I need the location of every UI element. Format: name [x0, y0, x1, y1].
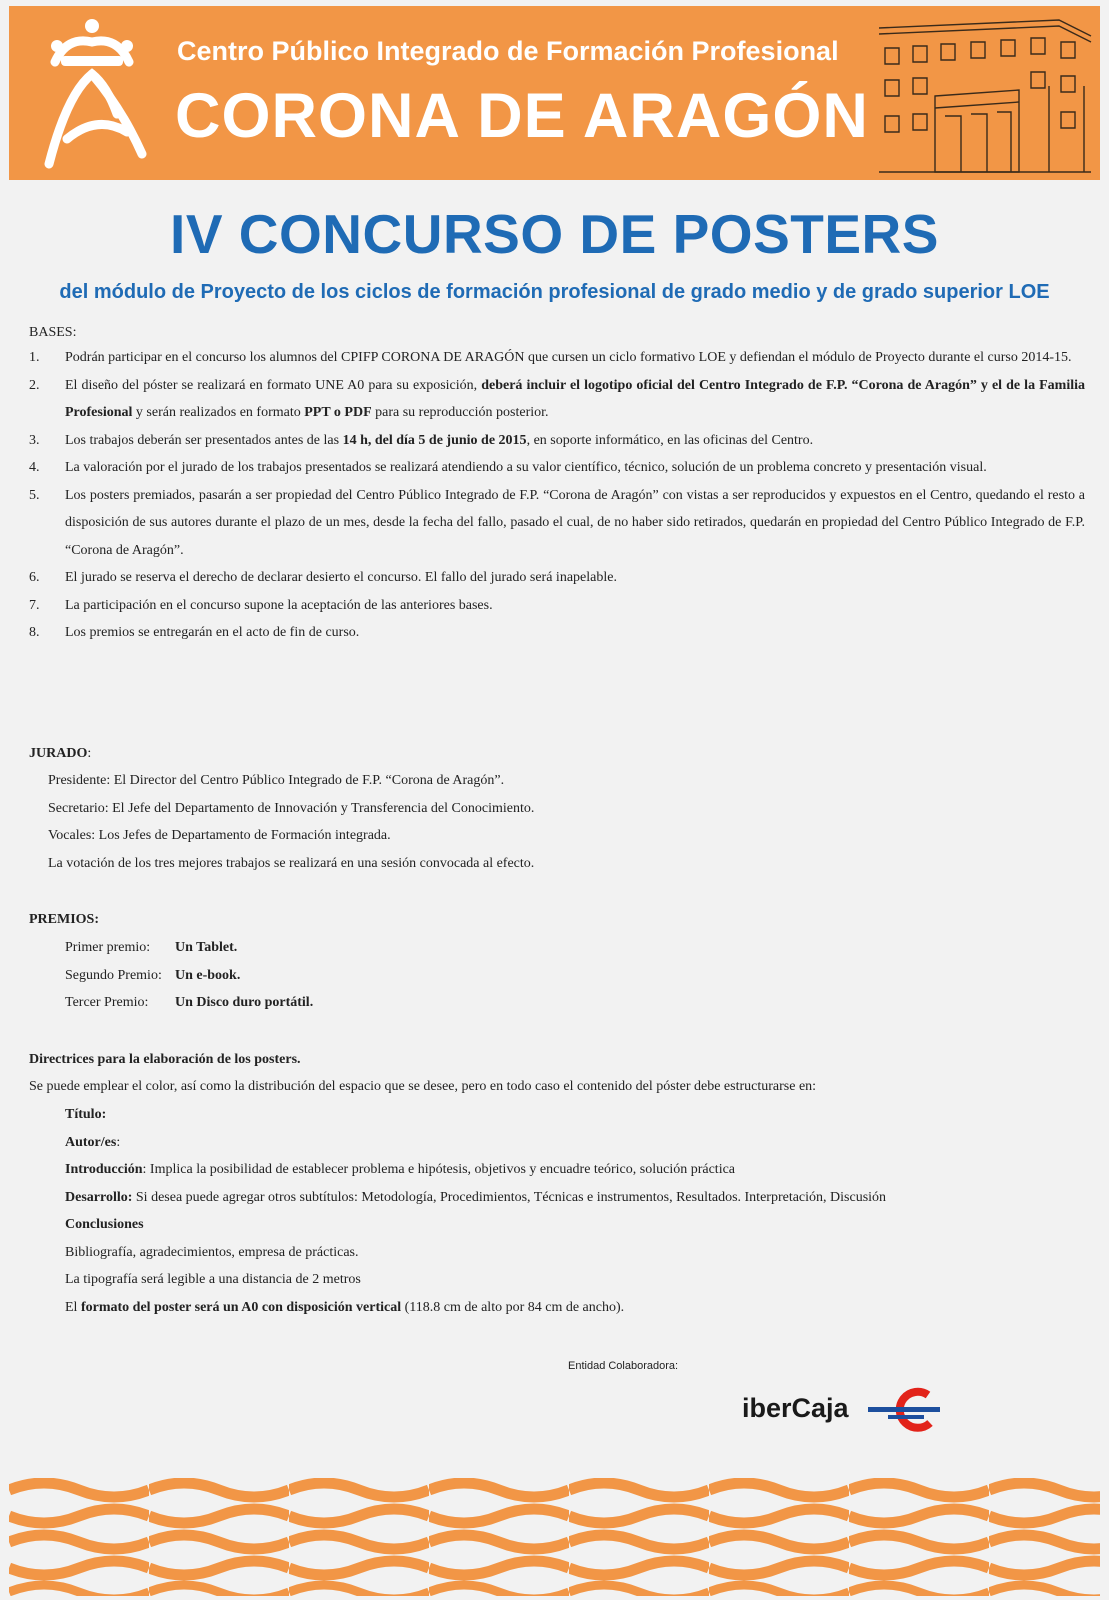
text-run: El jurado se reserva el derecho de declarar desierto el concurso. El fallo del jurado será inapelable.: [65, 570, 617, 585]
premio-label: Primer premio:: [65, 940, 151, 955]
text-run: formato del poster será un A0 con disposición vertical: [80, 1299, 402, 1315]
text-run: Podrán participar en el concurso los alumnos del CPIFP CORONA DE ARAGÓN que cursen un ciclo formativo LOE y defiendan el módulo de Proyecto durante el curso 2014-15.: [65, 350, 1072, 365]
directriz-item: [29, 1294, 1085, 1322]
text-run: , en soporte informático, en las oficinas del Centro.: [526, 432, 814, 448]
bases-item: [29, 482, 1085, 565]
jurado-line: Presidente: El Director del Centro Público Integrado de F.P. “Corona de Aragón”.: [48, 773, 505, 788]
bases-item: [29, 619, 1085, 647]
bases-item-number: 7.: [29, 597, 40, 613]
text-run: El diseño del póster se realizará en formato UNE A0 para su exposición,: [65, 377, 482, 393]
text-run: El: [65, 1299, 81, 1315]
bases-item: [29, 427, 1085, 455]
text-run: Si desea puede agregar otros subtítulos: Metodología, Procedimientos, Técnicas e instrumentos, Resultados. Interpretación, Discusión: [132, 1189, 887, 1205]
text-run: (118.8 cm de alto por 84 cm de ancho).: [401, 1299, 625, 1315]
premio-value: Un Disco duro portátil.: [175, 995, 314, 1010]
banner-school-type: Centro Público Integrado de Formación Profesional: [177, 36, 839, 66]
bases-item: [29, 344, 1085, 372]
bases-item: [29, 454, 1085, 482]
bases-item: [29, 564, 1085, 592]
directriz-item: [29, 1101, 1085, 1129]
bases-item-number: 6.: [29, 570, 40, 585]
directrices-list: [29, 1101, 1085, 1321]
directriz-item: [29, 1211, 1085, 1239]
crown-logo-icon: [27, 14, 157, 174]
jurado-heading-suffix: :: [87, 746, 92, 761]
bases-item-number: 8.: [29, 625, 40, 640]
bases-item-number: 5.: [29, 487, 40, 503]
building-sketch-icon: [879, 16, 1094, 174]
bases-list: [29, 344, 1085, 647]
directrices-heading-label: Directrices para la elaboración de los posters.: [29, 1052, 301, 1067]
premio-row: [29, 989, 1085, 1017]
bases-item: [29, 372, 1085, 427]
directriz-item: [29, 1266, 1085, 1294]
jurado-list: [29, 767, 1085, 877]
directrices-intro: Se puede emplear el color, así como la distribución del espacio que se desee, pero en todo caso el contenido del póster debe estructurarse en:: [29, 1079, 817, 1094]
premio-value: Un Tablet.: [175, 940, 238, 955]
text-run: 14 h, del día 5 de junio de 2015: [342, 432, 527, 448]
ibercaja-emblem-icon: [740, 1385, 945, 1435]
bases-heading: BASES:: [29, 325, 77, 340]
text-run: Bibliografía, agradecimientos, empresa de prácticas.: [65, 1244, 359, 1260]
banner-school-name: CORONA DE ARAGÓN: [175, 81, 869, 151]
jurado-heading-label: JURADO: [29, 746, 88, 761]
bases-section: [29, 344, 1085, 647]
directriz-item: [29, 1239, 1085, 1267]
text-run: Desarrollo:: [65, 1189, 133, 1205]
jurado-line: La votación de los tres mejores trabajos se realizará en una sesión convocada al efecto.: [48, 855, 535, 871]
text-run: Conclusiones: [65, 1217, 144, 1232]
premios-heading: [29, 906, 99, 933]
sponsor-label: Entidad Colaboradora:: [568, 1360, 679, 1372]
header-banner: [9, 6, 1100, 180]
text-run: La valoración por el jurado de los trabajos presentados se realizará atendiendo a su valor científico, técnico, solución de un problema concreto y presentación visual.: [65, 460, 987, 475]
text-run: PPT o PDF: [304, 405, 372, 420]
bases-item-number: 4.: [29, 460, 40, 475]
jurado-line: Vocales: Los Jefes de Departamento de Formación integrada.: [48, 828, 391, 843]
text-run: Los premios se entregarán en el acto de fin de curso.: [65, 625, 360, 640]
premio-value: Un e-book.: [175, 967, 241, 983]
page-title: IV CONCURSO DE POSTERS: [170, 203, 939, 265]
premio-row: [29, 934, 1085, 962]
bases-item-number: 3.: [29, 432, 40, 448]
jurado-line: Secretario: El Jefe del Departamento de Innovación y Transferencia del Conocimiento.: [48, 800, 535, 816]
directriz-item: [29, 1156, 1085, 1184]
text-run: Introducción: [65, 1162, 143, 1177]
text-run: Título:: [65, 1107, 107, 1122]
text-run: para su reproducción posterior.: [371, 405, 549, 420]
premio-label: Segundo Premio:: [65, 967, 162, 983]
bases-item-number: 2.: [29, 377, 40, 393]
page-subtitle: del módulo de Proyecto de los ciclos de formación profesional de grado medio y de grado superior LOE: [59, 281, 1050, 303]
text-run: : Implica la posibilidad de establecer problema e hipótesis, objetivos y encuadre teórico, solución práctica: [142, 1162, 736, 1177]
bases-item: [29, 592, 1085, 620]
premio-row: [29, 962, 1085, 990]
text-run: deberá incluir el logotipo oficial del Centro Integrado de F.P. “Corona de Aragón” y el de la Familia Profesional: [65, 377, 1086, 420]
text-run: Autor/es: [65, 1134, 117, 1150]
text-run: Los posters premiados, pasarán a ser propiedad del Centro Público Integrado de F.P. “Corona de Aragón” con vistas a ser reproducidos y expuestos en el Centro, quedando el resto a disposición de sus autores durante el plazo de un mes, desde la fecha del fallo, pasado el cual, de no haber sido retirados, quedarán en propiedad del Centro Público Integrado de F.P. “Corona de Aragón”.: [65, 487, 1085, 558]
sponsor-name: iberCaja: [742, 1393, 849, 1423]
jurado-heading: [29, 740, 91, 767]
text-run: La tipografía será legible a una distancia de 2 metros: [65, 1272, 361, 1287]
text-run: y serán realizados en formato: [132, 405, 305, 420]
premios-list: [29, 934, 1085, 1017]
premios-heading-label: PREMIOS:: [29, 912, 99, 927]
bases-item-number: 1.: [29, 350, 40, 365]
directriz-item: [29, 1184, 1085, 1212]
text-run: La participación en el concurso supone la aceptación de las anteriores bases.: [65, 597, 493, 613]
premio-label: Tercer Premio:: [65, 995, 149, 1010]
text-run: Los trabajos deberán ser presentados antes de las: [65, 432, 343, 448]
directriz-item: [29, 1129, 1085, 1157]
text-run: :: [116, 1134, 121, 1150]
orange-wave-pattern-icon: [9, 1478, 1100, 1596]
directrices-heading: [29, 1046, 301, 1073]
